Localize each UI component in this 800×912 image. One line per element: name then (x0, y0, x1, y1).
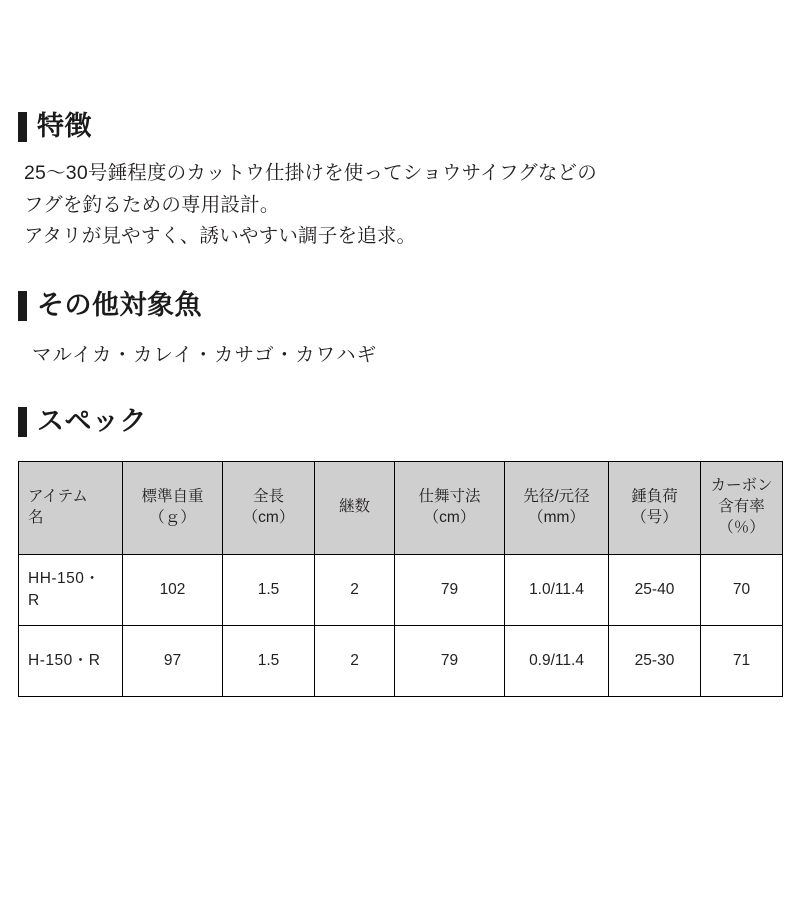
th-tip-butt-diameter (505, 461, 609, 554)
feature-heading-label: 特徴 (37, 111, 92, 142)
feature-line-3: アタリが見やすく、誘いやすい調子を追求。 (24, 225, 417, 248)
cell-standard-weight: 102 (123, 554, 223, 625)
table-row (19, 625, 783, 696)
feature-body-text (24, 158, 782, 253)
cell-item-name (19, 625, 123, 696)
cell-pieces: 2 (315, 554, 395, 625)
th-carbon-content-line1: カーボン (710, 477, 773, 495)
th-pieces-line1: 継数 (338, 498, 370, 516)
feature-line-1: 25～30号錘程度のカットウ仕掛けを使ってショウサイフグなどの (24, 162, 597, 184)
table-header-row (19, 461, 783, 554)
th-standard-weight (123, 461, 223, 554)
spec-table-body (19, 554, 783, 696)
section-heading-spec (18, 407, 782, 437)
cell-pieces: 2 (315, 625, 395, 696)
heading-bar-icon (18, 291, 27, 321)
cell-closed-length: 79 (395, 554, 505, 625)
feature-line-2: フグを釣るための専用設計。 (24, 193, 280, 216)
th-carbon-content-line3: （％） (718, 519, 765, 537)
section-heading-other-fish (18, 291, 782, 321)
cell-item-name (19, 554, 123, 625)
table-row (19, 554, 783, 625)
cell-closed-length: 79 (395, 625, 505, 696)
th-tip-butt-diameter-line2: （mm） (528, 508, 585, 526)
th-total-length (223, 461, 315, 554)
cell-sinker-load: 25-40 (609, 554, 701, 625)
spec-table-header (19, 461, 783, 554)
th-sinker-load-line1: 錘負荷 (631, 487, 678, 505)
cell-carbon-content: 70 (701, 554, 783, 625)
cell-carbon-content: 71 (701, 625, 783, 696)
cell-tip-butt-diameter: 1.0/11.4 (505, 554, 609, 625)
cell-item-name-line1: H-150・R (28, 651, 101, 669)
spec-table (18, 461, 783, 697)
other-fish-heading-label: その他対象魚 (37, 289, 202, 320)
spec-table-container (18, 461, 782, 697)
cell-item-name-line2: R (28, 591, 40, 609)
cell-item-name-line1: HH-150・ (28, 570, 101, 588)
th-sinker-load (609, 461, 701, 554)
heading-bar-icon (18, 112, 27, 142)
th-closed-length-line1: 仕舞寸法 (418, 487, 481, 505)
cell-sinker-load: 25-30 (609, 625, 701, 696)
cell-tip-butt-diameter: 0.9/11.4 (505, 625, 609, 696)
cell-standard-weight: 97 (123, 625, 223, 696)
heading-bar-icon (18, 407, 27, 437)
th-carbon-content (701, 461, 783, 554)
th-closed-length-line2: （cm） (423, 508, 476, 526)
th-item-name-line2: 名 (28, 508, 44, 526)
th-carbon-content-line2: 含有率 (718, 498, 765, 516)
th-item-name-line1: アイテム (28, 487, 88, 505)
th-total-length-line2: （cm） (242, 508, 295, 526)
th-standard-weight-line2: （ｇ） (149, 508, 196, 526)
th-item-name (19, 461, 123, 554)
section-heading-feature (18, 112, 782, 142)
cell-total-length: 1.5 (223, 554, 315, 625)
th-total-length-line1: 全長 (252, 487, 284, 505)
th-pieces (315, 461, 395, 554)
spec-heading-label: スペック (37, 405, 147, 436)
other-fish-text: マルイカ・カレイ・カサゴ・カワハギ (32, 343, 378, 366)
th-closed-length (395, 461, 505, 554)
cell-total-length: 1.5 (223, 625, 315, 696)
th-standard-weight-line1: 標準自重 (141, 487, 204, 505)
th-tip-butt-diameter-line1: 先径/元径 (523, 487, 590, 505)
th-sinker-load-line2: （号） (631, 508, 678, 526)
document-page (0, 112, 800, 912)
